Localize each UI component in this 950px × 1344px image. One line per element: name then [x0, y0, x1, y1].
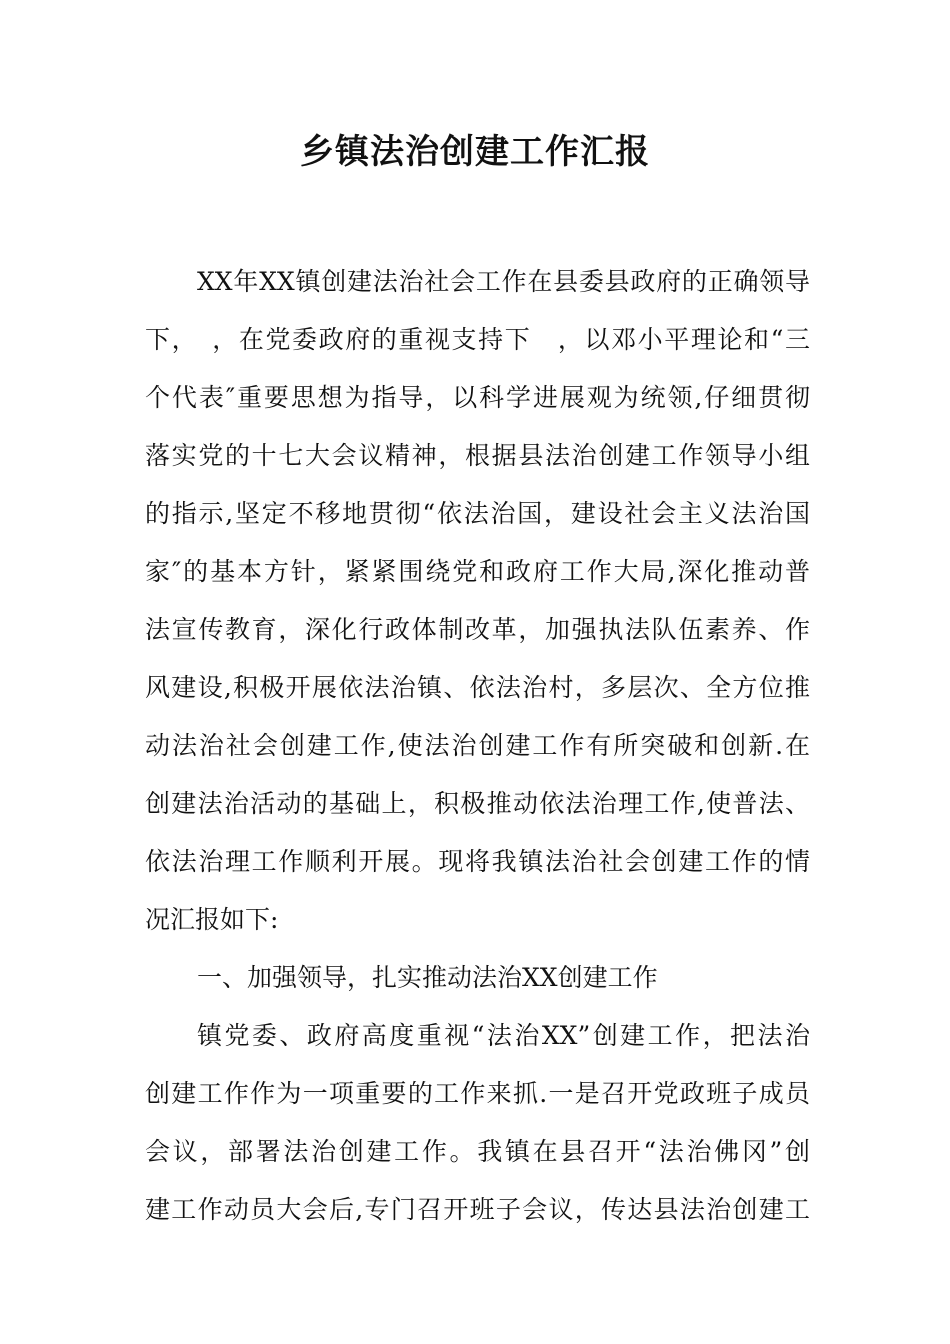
paragraph-2-line: 镇党委、政府高度重视“法治XX”创建工作，把法治 [197, 1021, 810, 1050]
paragraph-1-line: 的指示,坚定不移地贯彻“依法治国，建设社会主义法治国 [145, 499, 810, 528]
paragraph-1-line: 动法治社会创建工作,使法治创建工作有所突破和创新.在 [145, 731, 810, 760]
section-1-heading: 一、加强领导，扎实推动法治XX创建工作 [197, 963, 658, 992]
paragraph-1-line: 个代表″重要思想为指导，以科学进展观为统领,仔细贯彻 [145, 383, 810, 412]
paragraph-1-line: 家″的基本方针，紧紧围绕党和政府工作大局,深化推动普 [145, 557, 810, 586]
paragraph-1-line: 况汇报如下: [145, 905, 279, 934]
paragraph-1-line: 下， ，在党委政府的重视支持下 ，以邓小平理论和“三 [145, 325, 810, 354]
paragraph-1-line: 风建设,积极开展依法治镇、依法治村，多层次、全方位推 [145, 673, 810, 702]
paragraph-1-line: 创建法治活动的基础上，积极推动依法治理工作,使普法、 [145, 789, 810, 818]
document-body [145, 253, 810, 1239]
paragraph-1-line: 依法治理工作顺利开展。现将我镇法治社会创建工作的情 [145, 847, 810, 876]
paragraph-2-line: 会议，部署法治创建工作。我镇在县召开“法治佛冈”创 [145, 1137, 810, 1166]
paragraph-2-line: 创建工作作为一项重要的工作来抓.一是召开党政班子成员 [145, 1079, 810, 1108]
paragraph-1-line: XX年XX镇创建法治社会工作在县委县政府的正确领导 [197, 267, 810, 296]
paragraph-1-line: 法宣传教育，深化行政体制改革，加强执法队伍素养、作 [145, 615, 810, 644]
paragraph-2-line: 建工作动员大会后,专门召开班子会议，传达县法治创建工 [145, 1195, 810, 1224]
document-title: 乡镇法治创建工作汇报 [300, 132, 650, 172]
paragraph-1-line: 落实党的十七大会议精神，根据县法治创建工作领导小组 [145, 441, 810, 470]
